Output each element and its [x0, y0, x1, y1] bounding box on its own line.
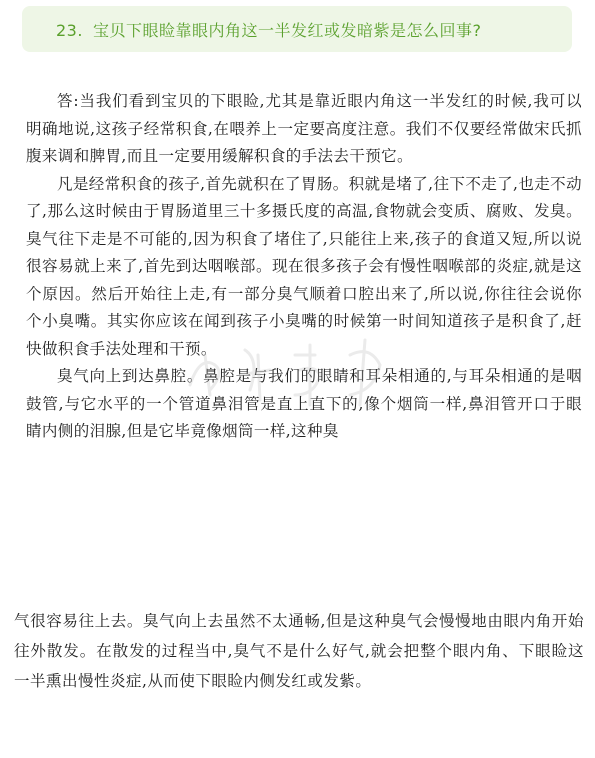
question-number: 23.: [56, 20, 83, 40]
page-divider: [0, 592, 595, 598]
answer-body-page1: [26, 88, 582, 446]
question-header: [22, 6, 572, 52]
answer-paragraph-continued: 气很容易往上去。臭气向上去虽然不太通畅,但是这种臭气会慢慢地由眼内角开始往外散发。在散发的过程当中,臭气不是什么好气,就会把整个眼内角、下眼睑这一半熏出慢性炎症,从而使下眼睑内侧发红或发紫。: [14, 612, 584, 690]
question-text: 宝贝下眼睑靠眼内角这一半发红或发暗紫是怎么回事?: [92, 20, 482, 40]
answer-paragraph-1: 答:当我们看到宝贝的下眼睑,尤其是靠近眼内角这一半发红的时候,我可以明确地说,这孩子经常积食,在喂养上一定要高度注意。我们不仅要经常做宋氏抓腹来调和脾胃,而且一定要用缓解积食的手法去干预它。: [26, 92, 582, 165]
question-title: [56, 18, 481, 41]
answer-paragraph-3: 臭气向上到达鼻腔。鼻腔是与我们的眼睛和耳朵相通的,与耳朵相通的是咽鼓管,与它水平的一个管道鼻泪管是直上直下的,像个烟筒一样,鼻泪管开口于眼睛内侧的泪腺,但是它毕竟像烟筒一样,这种臭: [26, 367, 582, 440]
answer-paragraph-2: 凡是经常积食的孩子,首先就积在了胃肠。积就是堵了,往下不走了,也走不动了,那么这时候由于胃肠道里三十多摄氏度的高温,食物就会变质、腐败、发臭。臭气往下走是不可能的,因为积食了堵住了,只能往上来,孩子的食道又短,所以说很容易就上来了,首先到达咽喉部。现在很多孩子会有慢性咽喉部的炎症,就是这个原因。然后开始往上走,有一部分臭气顺着口腔出来了,所以说,你往往会说你个小臭嘴。其实你应该在闻到孩子小臭嘴的时候第一时间知道孩子是积食了,赶快做积食手法处理和干预。: [26, 174, 582, 358]
answer-body-page2: [14, 606, 584, 696]
